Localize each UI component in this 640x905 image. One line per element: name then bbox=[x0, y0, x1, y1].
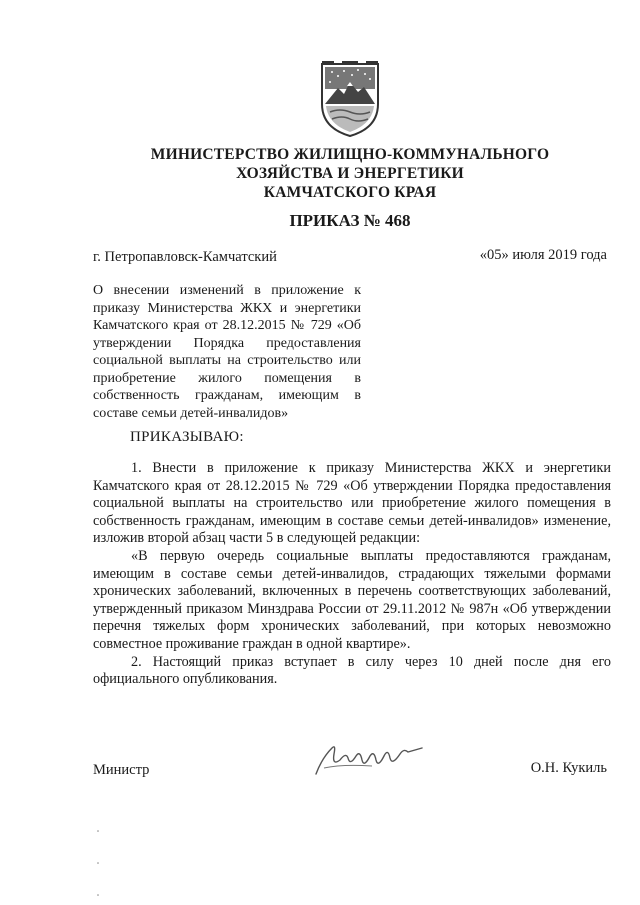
order-title: ПРИКАЗ № 468 bbox=[289, 211, 411, 230]
kamchatka-emblem-icon bbox=[318, 60, 382, 138]
order-date: «05» июля 2019 года bbox=[479, 247, 607, 263]
paragraph-1: 1. Внести в приложение к приказу Министерства ЖКХ и энергетики Камчатского края от 28.12.2015 № 729 «Об утверждении Порядка предоставления социальной выплаты на строительство или приобретение жилого помещения в собственность гражданам, имеющим в составе семьи детей-инвалидов» изменение, изложив второй абзац части 5 в следующей редакции: bbox=[93, 460, 611, 547]
minister-title: Министр bbox=[93, 762, 150, 778]
ministry-name bbox=[120, 145, 580, 202]
ministry-line-3: КАМЧАТСКОГО КРАЯ bbox=[263, 184, 437, 201]
order-subject: О внесении изменений в приложение к приказу Министерства ЖКХ и энергетики Камчатского края от 28.12.2015 № 729 «Об утверждении Порядка предоставления социальной выплаты на строительство или приобретение жилого помещения в собственность гражданам, имеющим в составе семьи детей-инвалидов» bbox=[93, 283, 361, 421]
directive-heading: ПРИКАЗЫВАЮ: bbox=[130, 429, 244, 445]
paragraph-2: 2. Настоящий приказ вступает в силу через 10 дней после дня его официального опубликования. bbox=[93, 653, 611, 688]
signature-icon bbox=[312, 738, 430, 780]
scan-marks bbox=[96, 825, 100, 900]
order-body bbox=[93, 460, 611, 689]
ministry-line-1: МИНИСТЕРСТВО ЖИЛИЩНО-КОММУНАЛЬНОГО bbox=[150, 146, 550, 163]
ministry-line-2: ХОЗЯЙСТВА И ЭНЕРГЕТИКИ bbox=[236, 165, 464, 182]
minister-name: О.Н. Кукиль bbox=[530, 760, 607, 776]
paragraph-quote: «В первую очередь социальные выплаты предоставляются гражданам, имеющим в составе семьи детей-инвалидов, страдающих тяжелыми формами хронических заболеваний, включенных в перечень соответствующих заболеваний, утвержденный приказом Минздрава России от 29.11.2012 № 987н «Об утверждении перечня тяжелых форм хронических заболеваний, при которых невозможно совместное проживание граждан в одной квартире». bbox=[93, 547, 611, 652]
city-label: г. Петропавловск-Камчатский bbox=[93, 249, 277, 265]
